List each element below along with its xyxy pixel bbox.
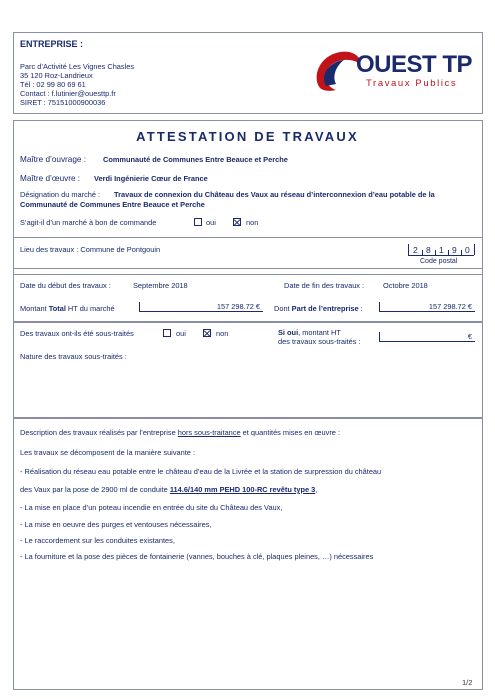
maitre-oeuvre-value: Verdi Ingénierie Cœur de France	[94, 174, 208, 183]
part-bold: Part de l’entreprise	[291, 304, 359, 313]
nature-sous-traites-label: Nature des travaux sous-traités :	[20, 352, 127, 361]
date-fin-label: Date de fin des travaux :	[284, 281, 365, 290]
company-contact: Contact : f.lutinier@ouesttp.fr	[20, 89, 116, 98]
description-item-4: - Le raccordement sur les conduites existantes,	[20, 536, 175, 545]
item1-line2-pre: des Vaux par la pose de 2900 ml de conduite	[20, 485, 170, 494]
sous-traites-non-label: non	[216, 329, 229, 338]
si-oui-line2: des travaux sous-traités :	[278, 337, 361, 346]
postal-code-field[interactable]	[408, 244, 474, 256]
digit-separator	[461, 250, 462, 255]
lieu-label: Lieu des travaux : Commune de Pontgouin	[20, 245, 161, 254]
company-phone: Tél : 02 99 80 69 61	[20, 80, 86, 89]
description-item-1-line1: - Réalisation du réseau eau potable entre le château d’eau de la Livrée et la station de surpression du château	[20, 467, 382, 476]
company-city-line: 35 120 Roz-Landrieux	[20, 71, 93, 80]
designation-value-line1: Travaux de connexion du Château des Vaux au réseau d’interconnexion d’eau potable de la	[114, 190, 435, 199]
date-fin-value: Octobre 2018	[383, 281, 428, 290]
part-entreprise-label	[274, 304, 363, 313]
description-intro-post: et quantités mises en œuvre :	[240, 428, 341, 437]
postal-digit: 9	[452, 245, 457, 255]
bon-commande-non-label: non	[246, 218, 259, 227]
postal-digit: 1	[439, 245, 444, 255]
page-number: 1/2	[462, 678, 473, 687]
description-intro	[20, 428, 340, 437]
item1-line2-post: ,	[315, 485, 318, 494]
part-pre: Dont	[274, 304, 292, 313]
montant-total-field[interactable]: 157 298.72 €	[139, 302, 263, 312]
maitre-oeuvre-label: Maître d’œuvre :	[20, 174, 81, 183]
bon-commande-question: S’agit-il d’un marché à bon de commande	[20, 218, 157, 227]
logo-tagline: Travaux Publics	[366, 78, 458, 89]
description-intro-pre: Description des travaux réalisés par l’entreprise	[20, 428, 178, 437]
description-decompose: Les travaux se décomposent de la manière suivante :	[20, 448, 196, 457]
montant-total-label	[20, 304, 115, 313]
digit-separator	[448, 250, 449, 255]
ouest-tp-logo	[310, 46, 480, 96]
bon-commande-oui-checkbox[interactable]	[194, 218, 202, 226]
postal-digit: 0	[465, 245, 470, 255]
montant-total-post: HT du marché	[65, 304, 115, 313]
part-post: :	[358, 304, 363, 313]
digit-separator	[435, 250, 436, 255]
description-intro-underlined: hors sous-traitance	[177, 428, 241, 437]
description-item-1-line2	[20, 485, 317, 494]
part-entreprise-field[interactable]: 157 298.72 €	[379, 302, 475, 312]
item1-line2-underlined: 114.6/140 mm PEHD 100-RC revêtu type 3	[169, 485, 316, 494]
company-address-line: Parc d’Activité Les Vignes Chasles	[20, 62, 135, 71]
digit-separator	[422, 250, 423, 255]
sous-traites-question: Des travaux ont-ils été sous-traités	[20, 329, 134, 338]
maitre-ouvrage-value: Communauté de Communes Entre Beauce et Perche	[103, 155, 288, 164]
company-heading: ENTREPRISE :	[20, 39, 84, 49]
date-debut-label: Date du début des travaux :	[20, 281, 111, 290]
page-title: ATTESTATION DE TRAVAUX	[136, 129, 359, 144]
sous-traites-oui-checkbox[interactable]	[163, 329, 171, 337]
bon-commande-oui-label: oui	[206, 218, 216, 227]
postal-digit: 8	[426, 245, 431, 255]
company-siret: SIRET : 75151000900036	[20, 98, 106, 107]
sous-traites-non-checkbox[interactable]	[203, 329, 211, 337]
description-item-5: - La fourniture et la pose des pièces de fontainerie (vannes, bouches à clé, plaques pleines, …) nécessaires	[20, 552, 374, 561]
designation-value-line2: Communauté de Communes Entre Beauce et Perche	[20, 200, 205, 209]
si-oui-line1	[278, 328, 341, 337]
montant-sous-traites-field[interactable]: €	[379, 332, 475, 342]
description-item-2: - La mise en place d’un poteau incendie en entrée du site du Château des Vaux,	[20, 503, 283, 512]
montant-total-pre: Montant	[20, 304, 49, 313]
date-debut-value: Septembre 2018	[133, 281, 188, 290]
logo-name: OUEST TP	[356, 51, 473, 78]
designation-label: Désignation du marché :	[20, 190, 101, 199]
digit-separator	[474, 244, 475, 255]
si-oui-rest: , montant HT	[298, 328, 341, 337]
maitre-ouvrage-label: Maître d’ouvrage :	[20, 155, 86, 164]
montant-total-bold: Total	[48, 304, 66, 313]
postal-code-label: Code postal	[420, 258, 458, 265]
sous-traites-oui-label: oui	[176, 329, 186, 338]
si-oui-bold: Si oui	[278, 328, 299, 337]
postal-digit: 2	[413, 245, 418, 255]
bon-commande-non-checkbox[interactable]	[233, 218, 241, 226]
description-item-3: - La mise en oeuvre des purges et ventouses nécessaires,	[20, 520, 212, 529]
